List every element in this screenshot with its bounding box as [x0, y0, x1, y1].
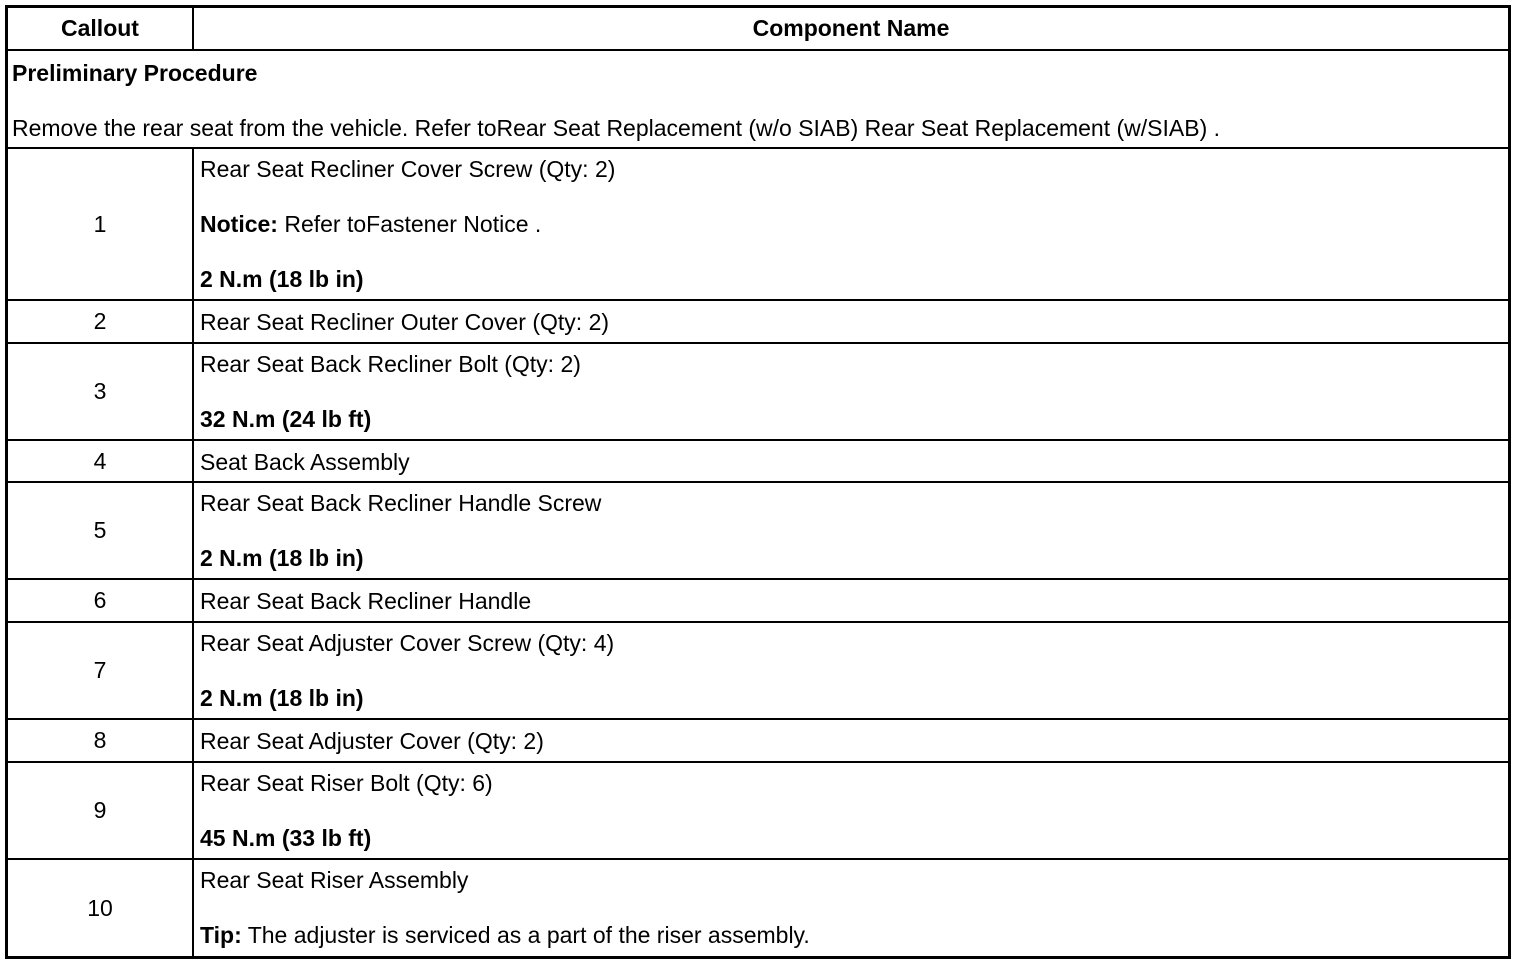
table-row [8, 580, 1508, 623]
callout-number: 2 [8, 301, 194, 342]
table-row [8, 763, 1508, 860]
table-row [8, 623, 1508, 720]
component-name: Rear Seat Back Recliner Handle [200, 588, 532, 614]
table-row [8, 860, 1508, 956]
component-name-header: Component Name [752, 15, 950, 41]
preliminary-procedure [8, 51, 1508, 149]
component-cell [194, 483, 1508, 578]
callout-number: 9 [8, 763, 194, 858]
component-cell [194, 720, 1508, 761]
component-cell [194, 301, 1508, 342]
callout-number: 3 [8, 344, 194, 439]
table-row [8, 344, 1508, 441]
table-header [8, 8, 1508, 51]
component-name: Rear Seat Adjuster Cover Screw (Qty: 4) [200, 630, 615, 656]
component-name: Rear Seat Recliner Outer Cover (Qty: 2) [200, 309, 610, 335]
component-name: Rear Seat Back Recliner Handle Screw [200, 490, 602, 516]
component-cell [194, 763, 1508, 858]
callout-number: 7 [8, 623, 194, 718]
table-row [8, 720, 1508, 763]
component-cell [194, 441, 1508, 481]
torque-spec: 32 N.m (24 lb ft) [200, 406, 372, 432]
components-table [5, 5, 1511, 959]
notice-text: Refer toFastener Notice . [277, 211, 542, 237]
component-cell [194, 623, 1508, 718]
tip-label: Tip: [200, 922, 242, 948]
preliminary-title: Preliminary Procedure [12, 60, 258, 86]
component-name: Rear Seat Riser Assembly [200, 867, 469, 893]
component-cell [194, 149, 1508, 299]
notice-label: Notice: [200, 211, 278, 237]
torque-spec: 45 N.m (33 lb ft) [200, 825, 372, 851]
torque-spec: 2 N.m (18 lb in) [200, 266, 364, 292]
tip-line [200, 922, 810, 948]
callout-number: 8 [8, 720, 194, 761]
component-name: Rear Seat Adjuster Cover (Qty: 2) [200, 728, 544, 754]
component-name: Rear Seat Riser Bolt (Qty: 6) [200, 770, 493, 796]
component-cell [194, 860, 1508, 956]
torque-spec: 2 N.m (18 lb in) [200, 685, 364, 711]
component-cell [194, 344, 1508, 439]
torque-spec: 2 N.m (18 lb in) [200, 545, 364, 571]
callout-number: 10 [8, 860, 194, 956]
callout-number: 5 [8, 483, 194, 578]
notice-line [200, 211, 541, 237]
callout-header: Callout [8, 8, 194, 49]
callout-number: 1 [8, 149, 194, 299]
callout-number: 4 [8, 441, 194, 481]
table-row [8, 301, 1508, 344]
component-cell [194, 580, 1508, 621]
table-row [8, 441, 1508, 483]
component-name: Rear Seat Back Recliner Bolt (Qty: 2) [200, 351, 581, 377]
preliminary-text: Remove the rear seat from the vehicle. Refer toRear Seat Replacement (w/o SIAB) Rear Seat Replacement (w/SIAB) . [12, 115, 1221, 141]
component-name: Seat Back Assembly [200, 449, 410, 475]
tip-text: The adjuster is serviced as a part of the riser assembly. [241, 922, 810, 948]
table-row [8, 149, 1508, 301]
table-row [8, 483, 1508, 580]
callout-number: 6 [8, 580, 194, 621]
component-name: Rear Seat Recliner Cover Screw (Qty: 2) [200, 156, 616, 182]
